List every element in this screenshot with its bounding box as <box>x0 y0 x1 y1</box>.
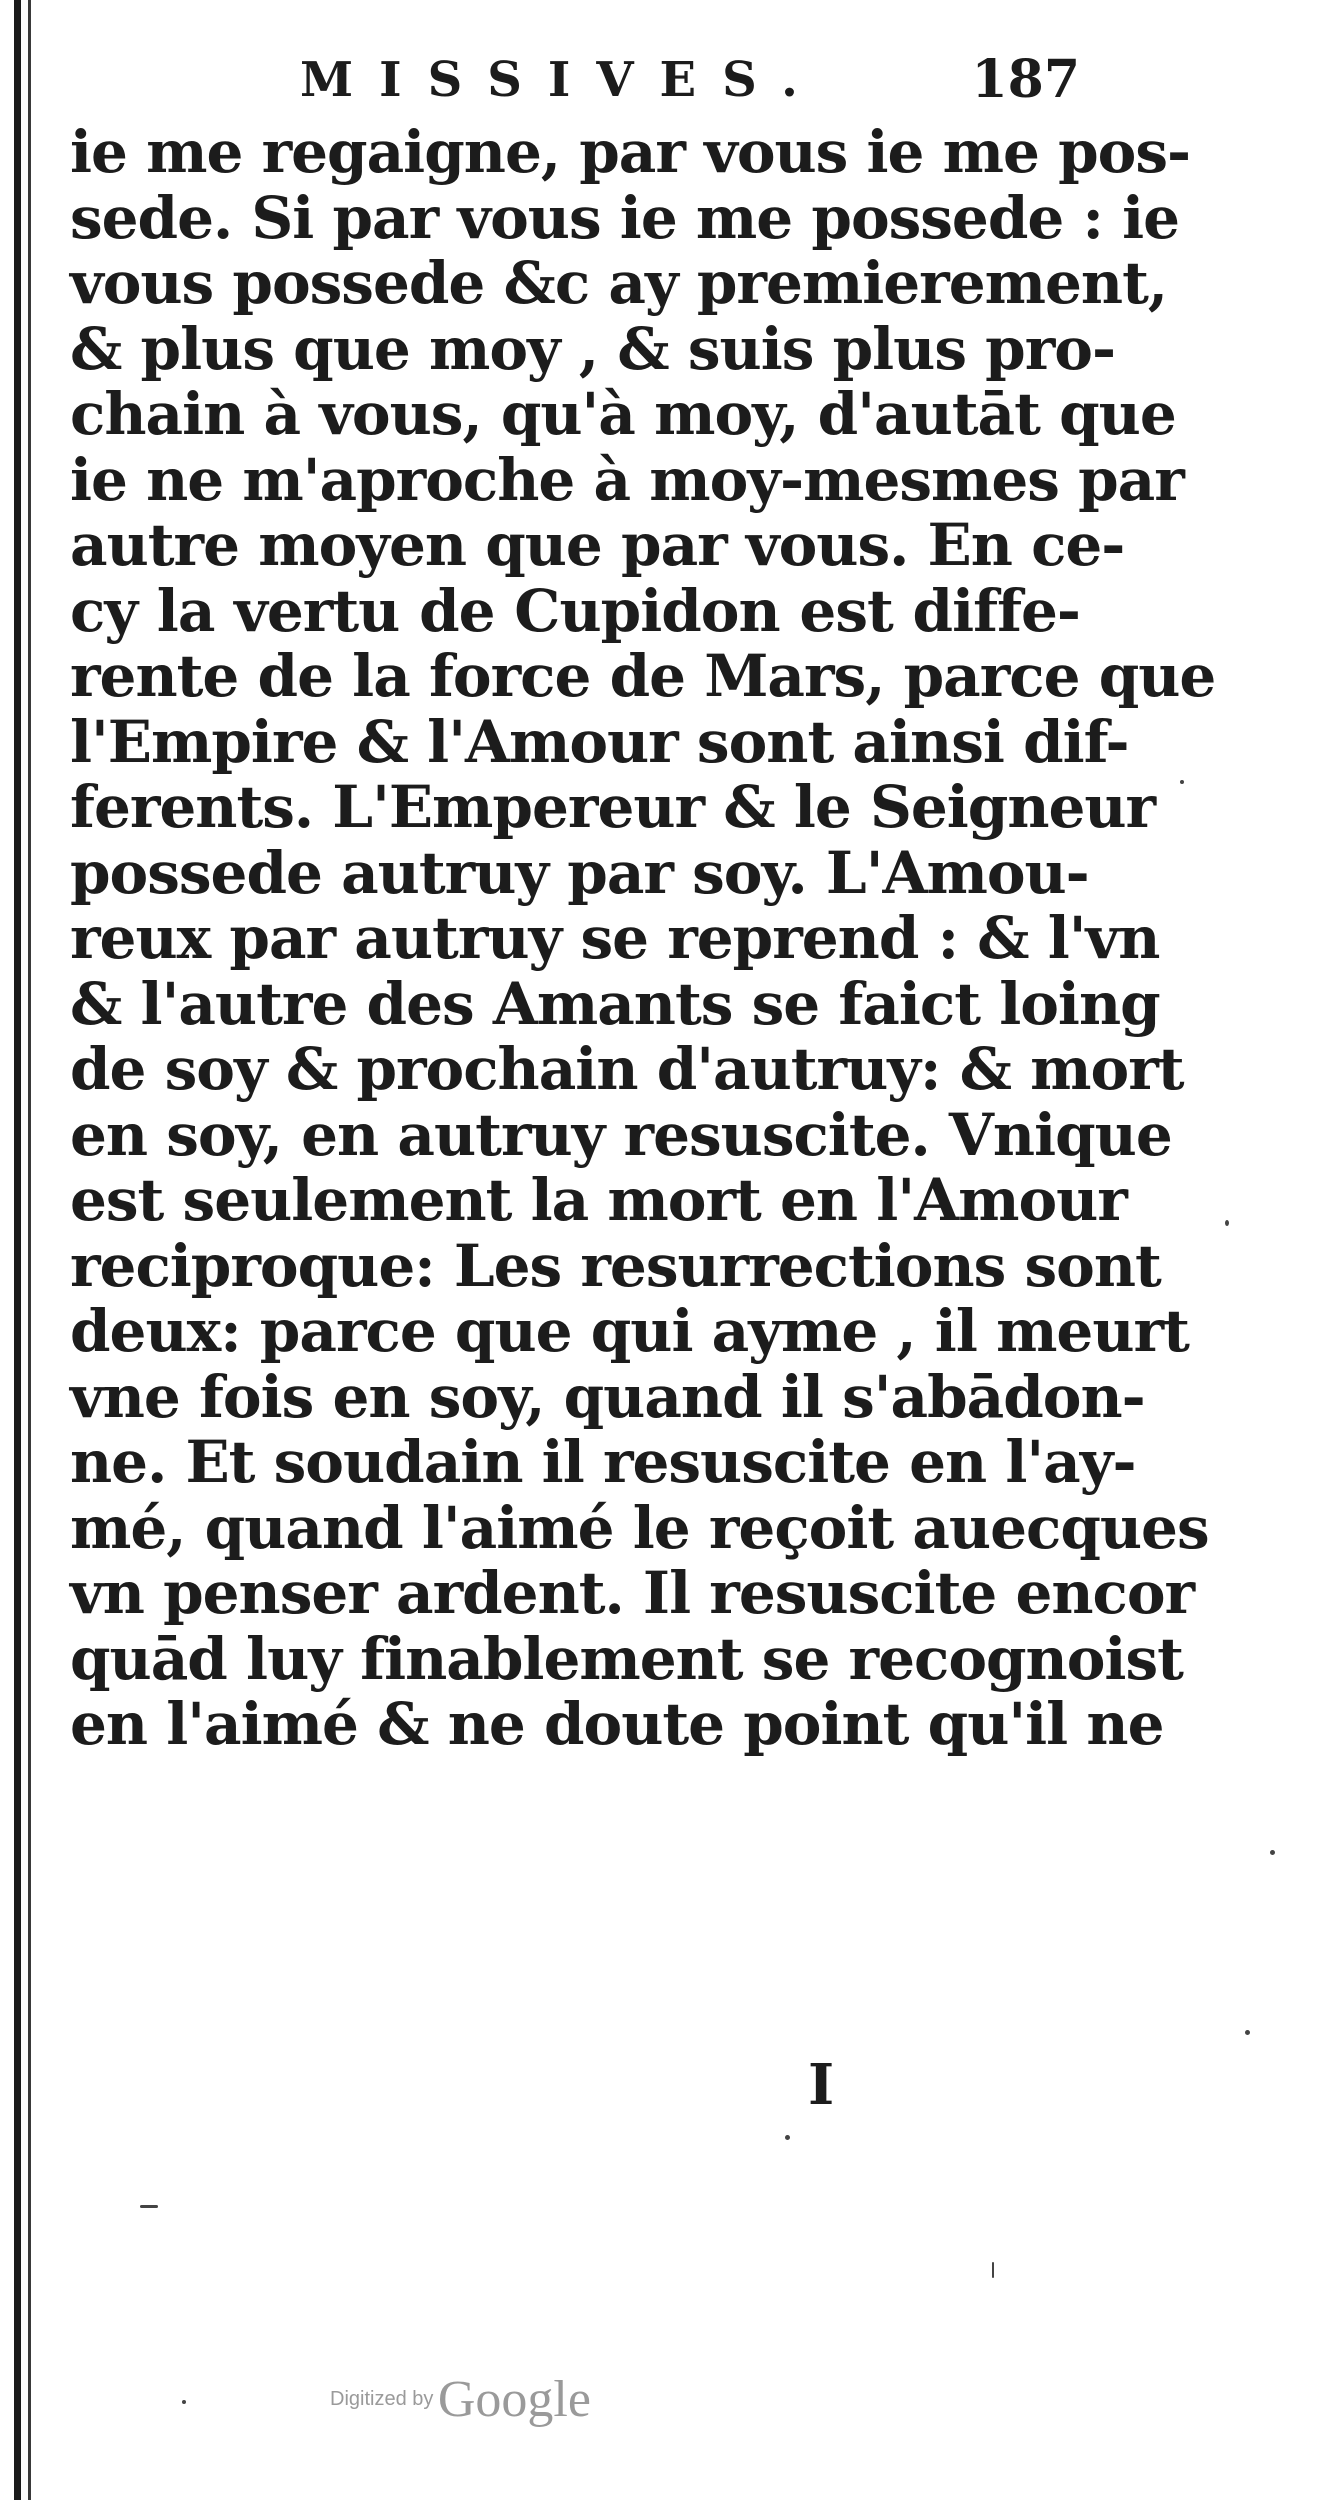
page-header <box>70 45 1080 115</box>
ink-speck <box>1180 780 1184 784</box>
text-line: reux par autruy se reprend : & l'vn <box>70 904 1160 972</box>
ink-speck <box>992 2262 994 2278</box>
running-title: MISSIVES. <box>300 52 824 108</box>
text-line: ne. Et soudain il resuscite en l'ay- <box>70 1428 1136 1496</box>
page-edge-shadow <box>14 0 21 2500</box>
text-line: deux: parce que qui ayme , il meurt <box>70 1297 1189 1365</box>
text-line: cy la vertu de Cupidon est diffe- <box>70 576 1080 645</box>
page-edge-line <box>28 0 31 2500</box>
text-line: est seulement la mort en l'Amour <box>70 1166 1127 1234</box>
body-text <box>70 118 1216 1758</box>
text-line: vne fois en soy, quand il s'abādon- <box>70 1362 1145 1431</box>
text-line: en l'aimé & ne doute point qu'il ne <box>70 1690 1164 1758</box>
text-line: ie me regaigne, par vous ie me pos- <box>70 118 1191 186</box>
digitized-by-google-watermark <box>330 2370 630 2450</box>
text-line: en soy, en autruy resuscite. Vnique <box>70 1100 1172 1169</box>
ink-speck <box>182 2400 186 2404</box>
ink-speck <box>1245 2030 1250 2035</box>
text-line: & plus que moy , & suis plus pro- <box>70 314 1116 383</box>
page-number: 187 <box>971 49 1080 110</box>
text-line: vn penser ardent. Il resuscite encor <box>70 1559 1195 1627</box>
ink-speck <box>785 2135 790 2140</box>
text-line: sede. Si par vous ie me possede : ie <box>70 183 1180 252</box>
google-logo: Google <box>437 2371 591 2428</box>
ink-speck <box>1270 1850 1275 1855</box>
text-line: ie ne m'aproche à moy-mesmes par <box>70 445 1184 514</box>
text-line: de soy & prochain d'autruy: & mort <box>70 1035 1184 1103</box>
text-line: ferents. L'Empereur & le Seigneur <box>70 773 1156 841</box>
text-line: l'Empire & l'Amour sont ainsi dif- <box>70 707 1129 776</box>
text-line: rente de la force de Mars, parce que <box>70 642 1216 710</box>
text-line: reciproque: Les resurrections sont <box>70 1231 1161 1300</box>
ink-speck <box>140 2205 158 2208</box>
text-line: chain à vous, qu'à moy, d'autāt que <box>70 380 1176 448</box>
text-line: mé, quand l'aimé le reçoit auecques <box>70 1493 1209 1562</box>
text-line: quād luy finablement se recognoist <box>70 1624 1183 1693</box>
text-line: vous possede &c ay premierement, <box>70 249 1168 317</box>
ink-speck <box>1225 1220 1229 1226</box>
text-line: autre moyen que par vous. En ce- <box>70 511 1125 579</box>
watermark-prefix: Digitized by <box>330 2388 434 2410</box>
text-line: possede autruy par soy. L'Amou- <box>70 838 1089 907</box>
catchword: I <box>808 2052 835 2118</box>
text-line: & l'autre des Amants se faict loing <box>70 969 1160 1038</box>
